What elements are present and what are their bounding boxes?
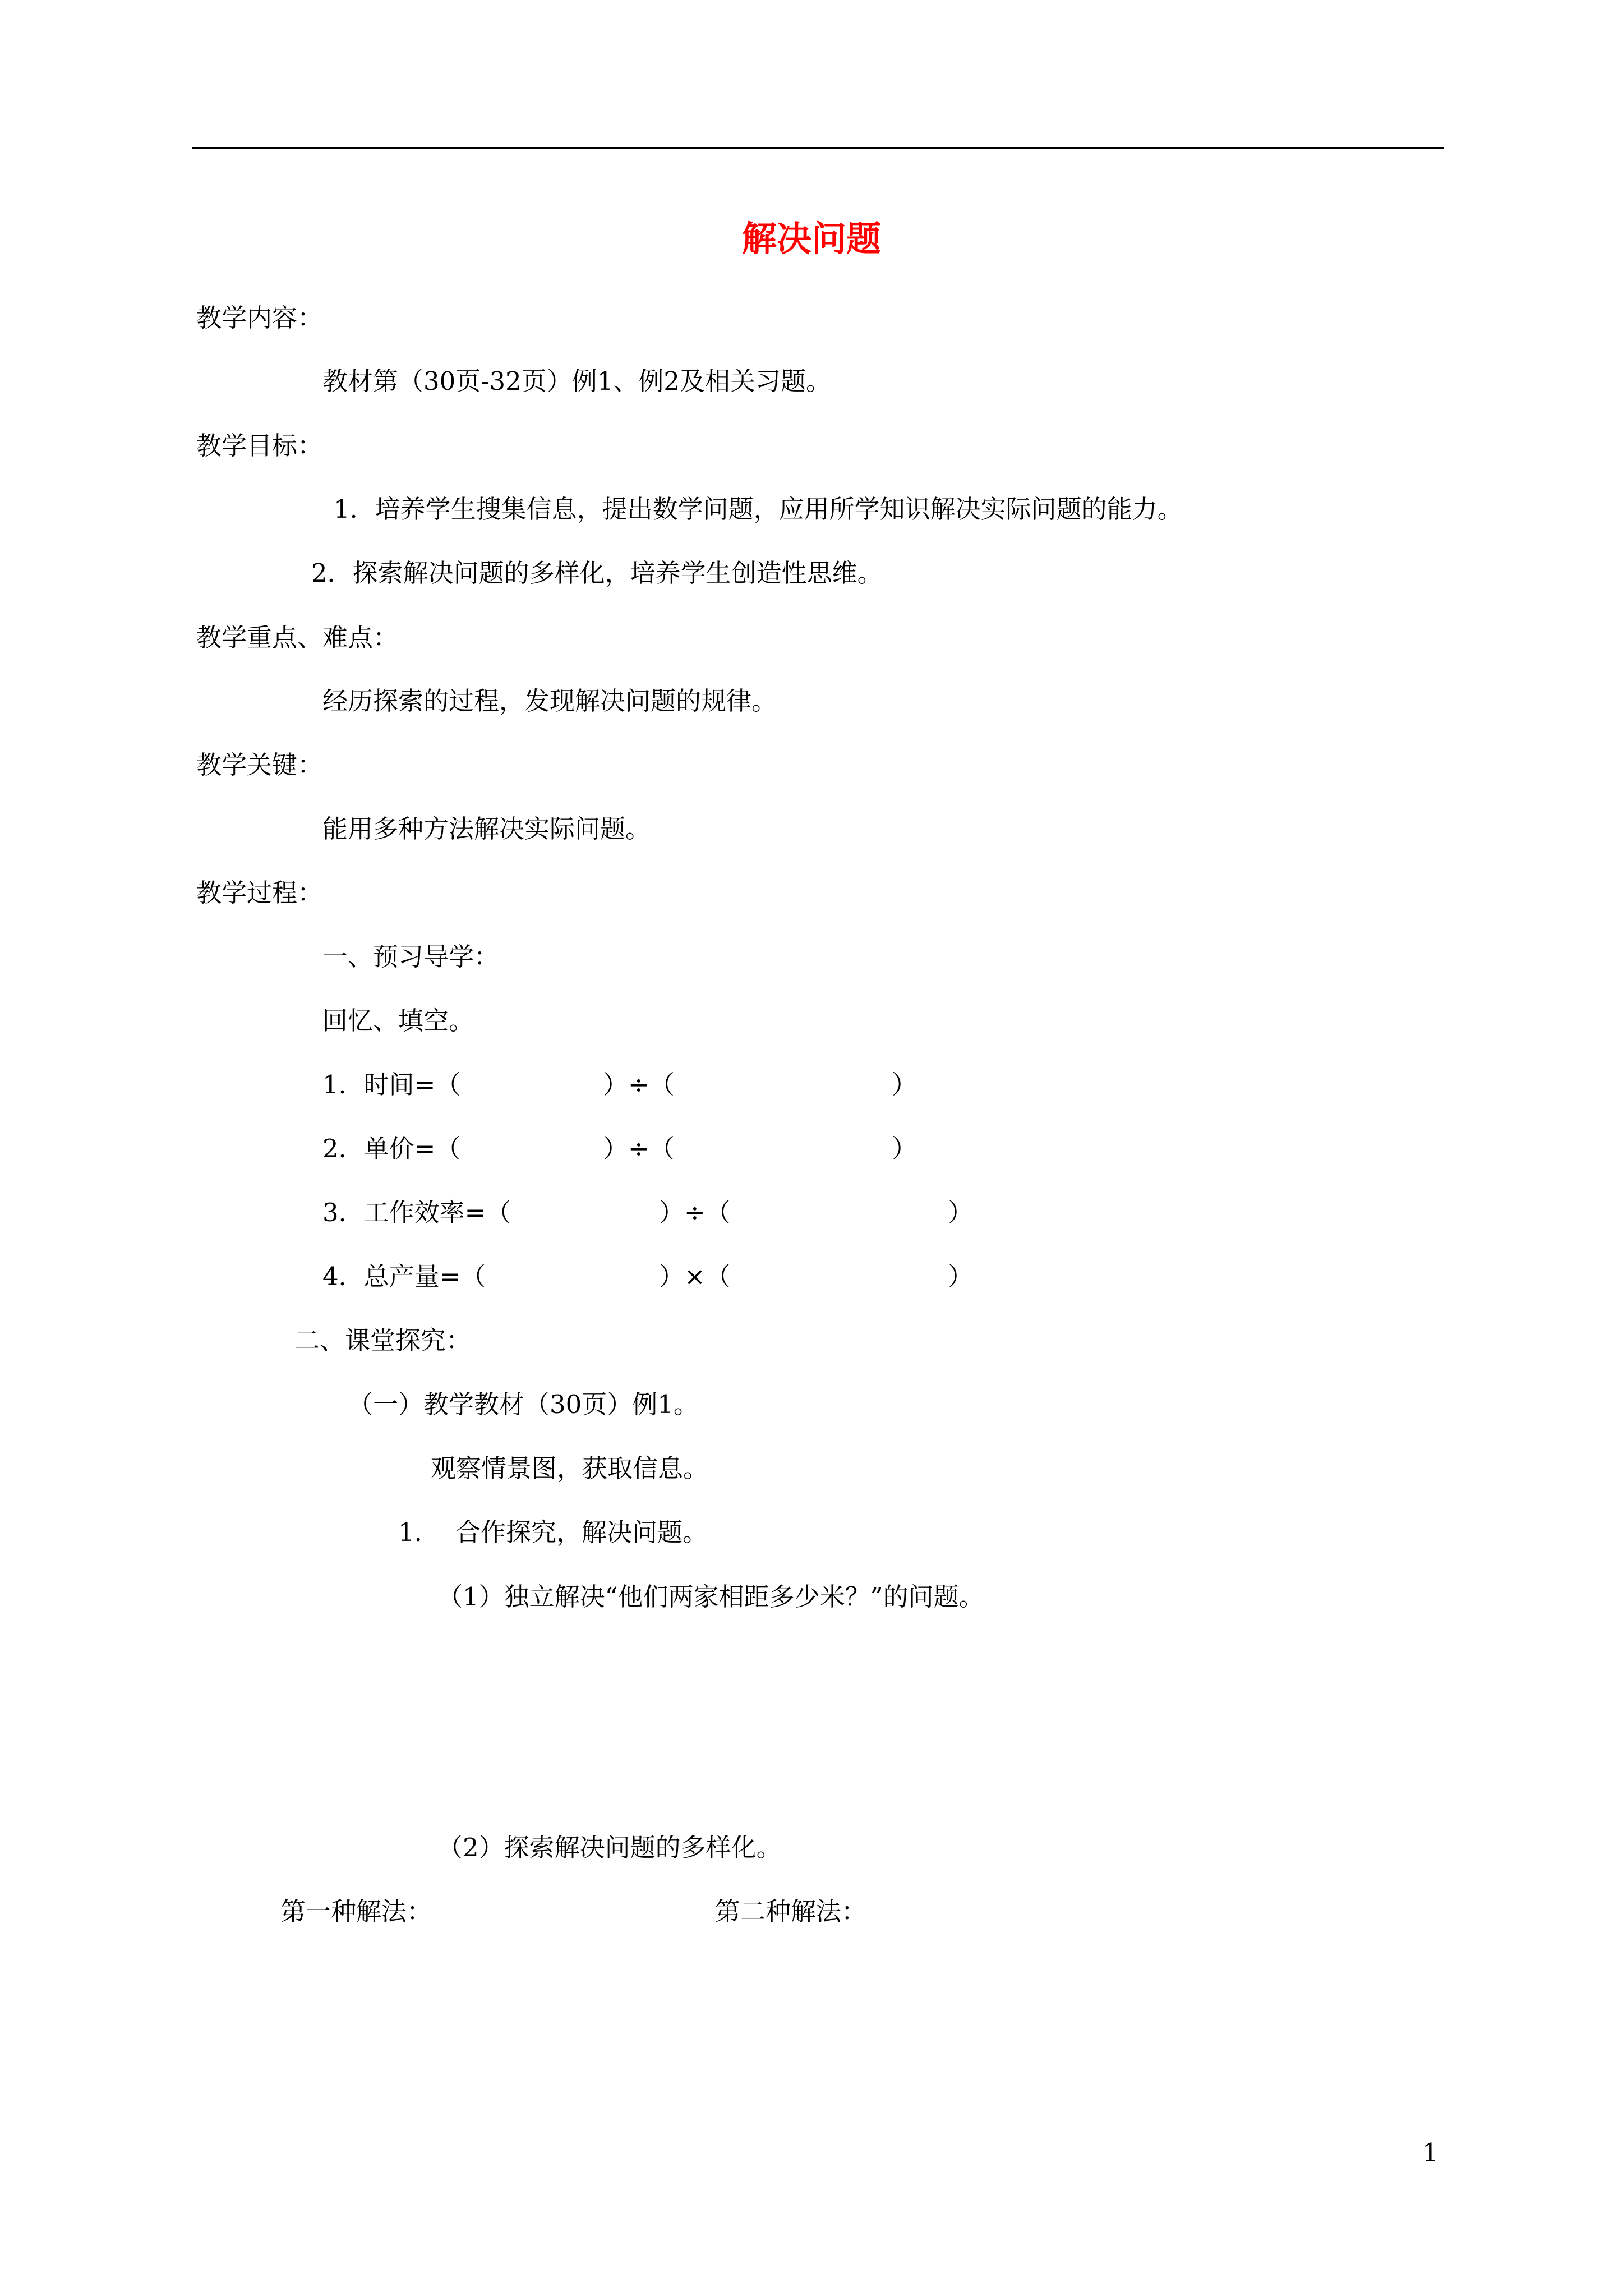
observe-text: 观察情景图，获取信息。 (431, 1453, 709, 1483)
method-1-label: 第一种解法： (280, 1897, 432, 1926)
fill-blank-label: 3．工作效率=（ (322, 1198, 511, 1227)
fill-blank-close: ） (948, 1262, 974, 1291)
preview-instruction: 回忆、填空。 (322, 1006, 474, 1036)
teaching-process-heading: 教学过程： (196, 878, 323, 908)
preview-heading: 一、预习导学： (322, 942, 500, 972)
step-text: 合作探究，解决问题。 (455, 1517, 708, 1547)
header-rule (192, 147, 1444, 149)
fill-blank-label: 2．单价=（ (322, 1134, 461, 1163)
fill-blank-label: 4．总产量=（ (322, 1262, 486, 1291)
teaching-crux-heading: 教学关键： (196, 750, 323, 780)
teaching-content-heading: 教学内容： (196, 303, 323, 333)
fill-blank-operator: ）÷（ (603, 1134, 675, 1163)
page-number: 1 (1422, 2138, 1438, 2168)
fill-blank-close: ） (948, 1198, 974, 1227)
fill-blank-close: ） (892, 1070, 917, 1099)
explore-sub-heading: （一）教学教材（30页）例1。 (348, 1389, 699, 1419)
teaching-crux-text: 能用多种方法解决实际问题。 (322, 814, 651, 844)
teaching-goal-1: 1．培养学生搜集信息，提出数学问题，应用所学知识解决实际问题的能力。 (334, 494, 1183, 524)
method-2-label: 第二种解法： (715, 1897, 867, 1926)
fill-blank-label: 1．时间=（ (322, 1070, 461, 1099)
question-1: （1）独立解决“他们两家相距多少米？”的问题。 (437, 1582, 984, 1612)
teaching-goals-heading: 教学目标： (196, 431, 323, 461)
key-points-text: 经历探索的过程，发现解决问题的规律。 (322, 686, 777, 716)
document-title: 解决问题 (741, 218, 881, 259)
fill-blank-operator: ）÷（ (659, 1198, 731, 1227)
fill-blank-operator: ）×（ (659, 1262, 731, 1291)
teaching-goal-2: 2．探索解决问题的多样化，培养学生创造性思维。 (311, 558, 883, 588)
fill-blank-close: ） (892, 1134, 917, 1163)
question-2: （2）探索解决问题的多样化。 (437, 1833, 782, 1862)
fill-blank-operator: ）÷（ (603, 1070, 675, 1099)
step-number: 1. (398, 1517, 422, 1547)
explore-heading: 二、课堂探究： (294, 1326, 472, 1355)
teaching-content-text: 教材第（30页-32页）例1、例2及相关习题。 (322, 366, 831, 396)
key-points-heading: 教学重点、难点： (196, 623, 399, 652)
